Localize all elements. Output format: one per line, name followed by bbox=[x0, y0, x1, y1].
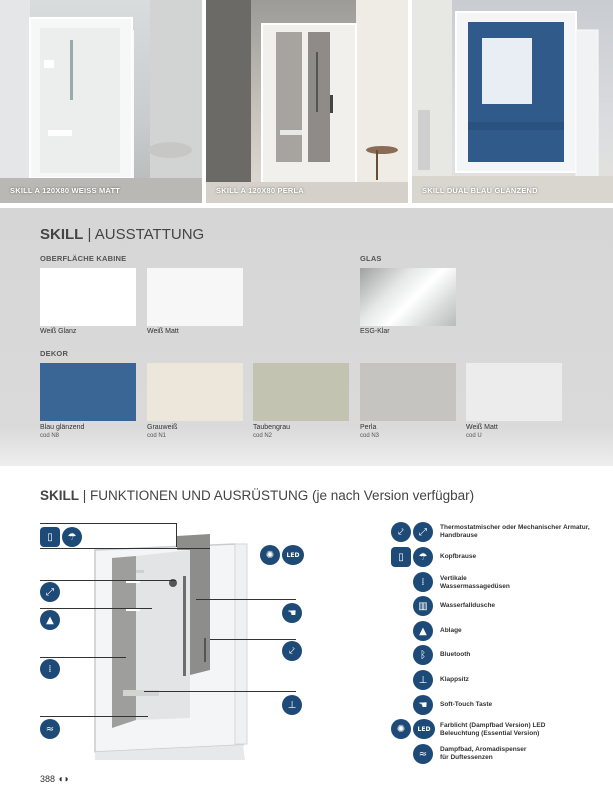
legend-wasserfall: Wasserfalldusche bbox=[440, 602, 496, 609]
callout-line bbox=[196, 599, 296, 600]
seat-icon: ⊥ bbox=[282, 695, 302, 715]
legend-massage: Vertikale Wassermassagedüsen bbox=[440, 575, 510, 590]
callout-line bbox=[40, 657, 126, 658]
page-number: 388 ◖◗ bbox=[40, 774, 70, 785]
ausstattung-section bbox=[0, 208, 613, 466]
shelf-icon: ▲ bbox=[40, 610, 60, 630]
photo-skill-weiss-matt bbox=[0, 0, 202, 203]
shower-photo-1-illustration bbox=[0, 0, 202, 203]
mixer-icon: ⤦ bbox=[282, 641, 302, 661]
funktionen-title: SKILL | FUNKTIONEN UND AUSRÜSTUNG (je nach Version verfügbar) bbox=[40, 488, 475, 503]
callout-line bbox=[40, 523, 176, 524]
soft-touch-icon: ☚ bbox=[282, 603, 302, 623]
swatch-label: Weiß Matt cod U bbox=[466, 424, 498, 439]
steam-icon: ≈ bbox=[413, 744, 433, 764]
legend-mixer: Thermostatmischer oder Mechanischer Armatur, Handbrause bbox=[440, 524, 590, 539]
legend-klappsitz: Klappsitz bbox=[440, 676, 469, 683]
light-icon: ✺ bbox=[391, 719, 411, 739]
swatch-label: Grauweiß cod N1 bbox=[147, 424, 178, 439]
swatch-label: Weiß Matt bbox=[147, 328, 179, 335]
dekor-label: DEKOR bbox=[40, 349, 69, 358]
hand-shower-icon: ⤢ bbox=[413, 522, 433, 542]
legend-farblicht: Farblicht (Dampfbad Version) LED Beleuchtung (Essential Version) bbox=[440, 722, 546, 737]
legend-softtouch: Soft-Touch Taste bbox=[440, 701, 493, 708]
glas-label: GLAS bbox=[360, 254, 382, 263]
callout-line bbox=[40, 580, 176, 581]
legend-dampfbad: Dampfbad, Aromadispenser für Duftessenzen bbox=[440, 746, 527, 761]
swatch-label: Perla cod N3 bbox=[360, 424, 380, 439]
control-panel-icon: ▯ bbox=[40, 527, 60, 547]
legend-ablage: Ablage bbox=[440, 627, 462, 634]
swatch-weiss-matt bbox=[147, 268, 243, 326]
light-icon: ✺ bbox=[260, 545, 280, 565]
legend-bluetooth: Bluetooth bbox=[440, 651, 471, 658]
swatch-weiss-glanz bbox=[40, 268, 136, 326]
head-shower-icon: ☂ bbox=[62, 527, 82, 547]
photo-skill-dual-blau bbox=[412, 0, 613, 203]
shower-photo-2-illustration bbox=[206, 0, 408, 203]
callout-line bbox=[210, 639, 296, 640]
photo-caption: SKILL A 120X80 WEISS MATT bbox=[10, 186, 121, 195]
seat-icon: ⊥ bbox=[413, 670, 433, 690]
swatch-label: Taubengrau cod N2 bbox=[253, 424, 290, 439]
steam-icon: ≈ bbox=[40, 719, 60, 739]
massage-jets-icon: ⁞ bbox=[40, 659, 60, 679]
massage-jets-icon: ⁞ bbox=[413, 572, 433, 592]
waterfall-icon: ▥ bbox=[413, 596, 433, 616]
swatch-taubengrau bbox=[253, 363, 349, 421]
callout-line bbox=[40, 548, 210, 549]
swatch-perla bbox=[360, 363, 456, 421]
photo-caption: SKILL A 120X80 PERLA bbox=[216, 186, 304, 195]
swatch-blau-glaenzend bbox=[40, 363, 136, 421]
callout-line bbox=[40, 608, 152, 609]
control-panel-icon: ▯ bbox=[391, 547, 411, 567]
legend-kopfbrause: Kopfbrause bbox=[440, 553, 477, 560]
bluetooth-icon: ᛒ bbox=[413, 645, 433, 665]
mixer-icon: ⤦ bbox=[391, 522, 411, 542]
oberflaeche-label: OBERFLÄCHE KABINE bbox=[40, 254, 127, 263]
ausstattung-title: SKILL | AUSSTATTUNG bbox=[40, 226, 205, 243]
callout-line bbox=[176, 523, 177, 547]
swatch-weiss-matt-dekor bbox=[466, 363, 562, 421]
swatch-label: Blau glänzend cod N8 bbox=[40, 424, 85, 439]
swatch-label: ESG-Klar bbox=[360, 328, 390, 335]
shelf-icon: ▲ bbox=[413, 621, 433, 641]
shower-photo-3-illustration bbox=[412, 0, 613, 203]
photo-caption: SKILL DUAL BLAU GLÄNZEND bbox=[422, 186, 538, 195]
callout-line bbox=[40, 716, 148, 717]
soft-touch-icon: ☚ bbox=[413, 695, 433, 715]
head-shower-icon: ☂ bbox=[413, 547, 433, 567]
led-icon: LED bbox=[413, 719, 435, 739]
photo-skill-perla bbox=[206, 0, 408, 203]
swatch-esg-klar bbox=[360, 268, 456, 326]
led-icon: LED bbox=[282, 545, 304, 565]
hand-shower-icon: ⤢ bbox=[40, 582, 60, 602]
callout-line bbox=[144, 691, 296, 692]
swatch-label: Weiß Glanz bbox=[40, 328, 77, 335]
swatch-grauweiss bbox=[147, 363, 243, 421]
